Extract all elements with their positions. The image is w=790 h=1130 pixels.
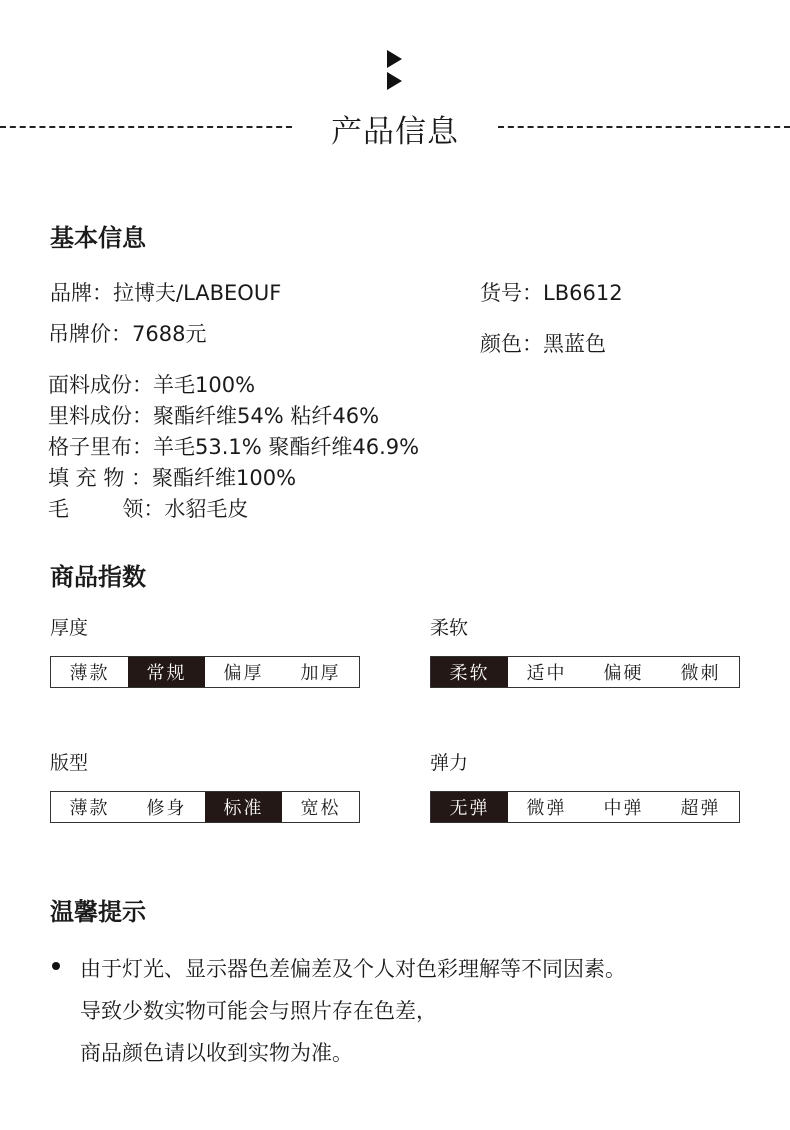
thickness-option: 偏厚 xyxy=(223,663,264,684)
tip-line: 由于灯光、显示器色差偏差及个人对色彩理解等不同因素。 xyxy=(80,957,626,981)
tip-line: 商品颜色请以收到实物为准。 xyxy=(80,1041,353,1065)
materials-list xyxy=(48,370,419,525)
product-index-heading: 商品指数 xyxy=(50,563,146,591)
fit-scale xyxy=(50,791,360,823)
elasticity-option: 微弹 xyxy=(526,798,567,819)
material-row: 面料成份：羊毛100% xyxy=(48,373,256,397)
page-title: 产品信息 xyxy=(331,114,459,150)
bullet-icon xyxy=(52,962,60,970)
fit-option: 标准 xyxy=(205,792,282,822)
material-row: 毛 领：水貂毛皮 xyxy=(48,497,249,521)
elasticity-option: 中弹 xyxy=(603,798,644,819)
tag-price-text: 吊牌价：7688元 xyxy=(48,322,207,346)
item-number-text: 货号：LB6612 xyxy=(480,281,623,305)
color-text: 颜色：黑蓝色 xyxy=(480,332,606,356)
softness-option: 偏硬 xyxy=(603,663,644,684)
dashed-divider-right xyxy=(498,126,790,128)
elasticity-scale xyxy=(430,791,740,823)
thickness-option: 薄款 xyxy=(69,663,110,684)
thickness-label: 厚度 xyxy=(50,617,89,639)
fit-option: 薄款 xyxy=(69,798,110,819)
softness-option: 适中 xyxy=(526,663,567,684)
thickness-scale xyxy=(50,656,360,688)
elasticity-option: 超弹 xyxy=(680,798,721,819)
elasticity-option: 无弹 xyxy=(431,792,508,822)
softness-scale xyxy=(430,656,740,688)
fit-label: 版型 xyxy=(50,752,89,774)
material-row: 填 充 物 ：聚酯纤维100% xyxy=(48,466,297,490)
material-row: 里料成份：聚酯纤维54% 粘纤46% xyxy=(48,404,380,428)
basic-info-heading: 基本信息 xyxy=(50,224,146,252)
softness-option: 柔软 xyxy=(431,657,508,687)
thickness-option: 加厚 xyxy=(300,663,341,684)
play-arrows-icon xyxy=(387,50,407,94)
tips-heading: 温馨提示 xyxy=(50,898,146,926)
dashed-divider-left xyxy=(0,126,292,128)
thickness-option: 常规 xyxy=(128,657,205,687)
material-row: 格子里布：羊毛53.1% 聚酯纤维46.9% xyxy=(48,435,420,459)
tip-line: 导致少数实物可能会与照片存在色差， xyxy=(80,999,437,1023)
fit-option: 宽松 xyxy=(300,798,341,819)
elasticity-label: 弹力 xyxy=(430,752,469,774)
softness-option: 微刺 xyxy=(680,663,721,684)
softness-label: 柔软 xyxy=(430,617,469,639)
brand-text: 品牌：拉博夫/LABEOUF xyxy=(50,281,282,305)
fit-option: 修身 xyxy=(146,798,187,819)
